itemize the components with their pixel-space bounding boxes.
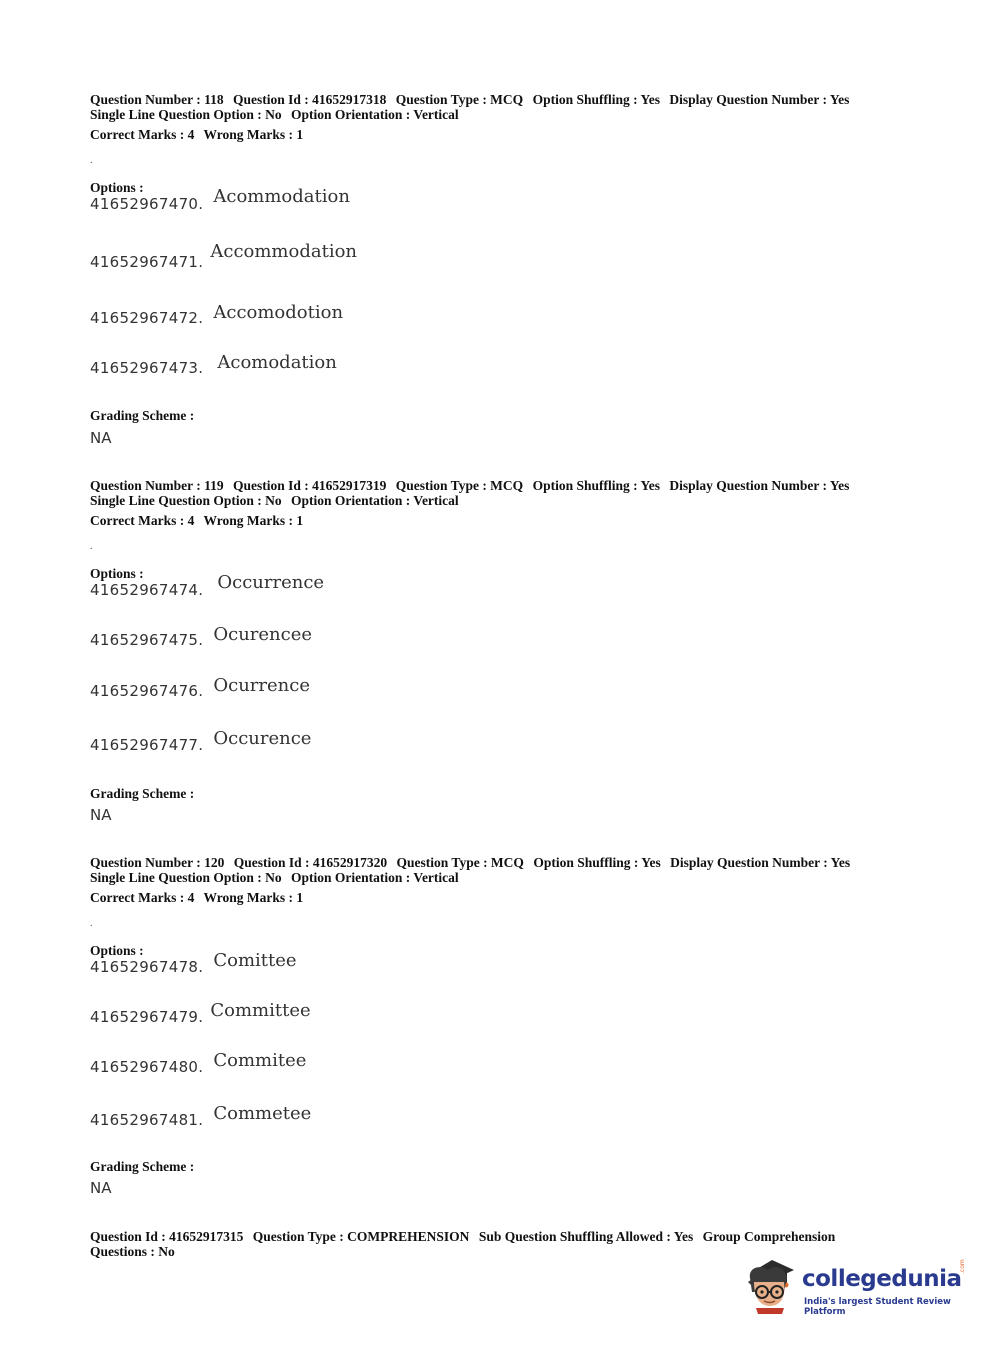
question-stem-placeholder: . (90, 918, 93, 929)
single-line-option: Single Line Question Option : No (90, 493, 282, 508)
grading-scheme-value: NA (90, 429, 112, 447)
grading-scheme-label: Grading Scheme : (90, 408, 195, 423)
comprehension-meta-line2: Questions : No (90, 1244, 175, 1259)
option-id: 41652967473. (90, 359, 204, 377)
correct-marks: Correct Marks : 4 (90, 513, 195, 528)
question-number: Question Number : 120 (90, 855, 225, 870)
comprehension-question-type: Question Type : COMPREHENSION (252, 1229, 470, 1244)
option-text: Occurrence (217, 572, 325, 593)
option-id: 41652967474. (90, 581, 204, 599)
question-number: Question Number : 118 (90, 92, 224, 107)
options-label: Options : (90, 566, 144, 581)
option-text: Occurence (213, 728, 312, 749)
option-item[interactable] (90, 1050, 307, 1076)
option-shuffling: Option Shuffling : Yes (532, 478, 660, 493)
question-type: Question Type : MCQ (395, 478, 524, 493)
question-id: Question Id : 41652917320 (233, 855, 388, 870)
correct-marks: Correct Marks : 4 (90, 127, 195, 142)
option-id: 41652967471. (90, 253, 204, 271)
question-meta-line2 (90, 870, 920, 885)
option-text: Commitee (213, 1050, 307, 1071)
option-id: 41652967478. (90, 958, 204, 976)
logo-tagline: India's largest Student Review Platform (804, 1297, 951, 1317)
options-label: Options : (90, 180, 144, 195)
question-number: Question Number : 119 (90, 478, 224, 493)
option-id: 41652967477. (90, 736, 204, 754)
option-shuffling: Option Shuffling : Yes (533, 855, 661, 870)
single-line-option: Single Line Question Option : No (90, 870, 282, 885)
question-meta-line2 (90, 107, 920, 122)
option-item[interactable] (90, 302, 344, 327)
marks-line (90, 890, 920, 905)
option-shuffling: Option Shuffling : Yes (532, 92, 660, 107)
option-item[interactable] (90, 1103, 312, 1129)
option-orientation: Option Orientation : Vertical (291, 870, 459, 885)
comprehension-question-id: Question Id : 41652917315 (90, 1229, 244, 1244)
option-item[interactable] (90, 1000, 311, 1026)
student-mascot-icon (742, 1252, 800, 1314)
grading-scheme-label: Grading Scheme : (90, 786, 195, 801)
options-label: Options : (90, 943, 144, 958)
marks-line (90, 127, 920, 142)
collegedunia-logo[interactable] (742, 1250, 972, 1320)
logo-wordmark: collegedunia (802, 1266, 962, 1292)
correct-marks: Correct Marks : 4 (90, 890, 195, 905)
option-text: Accomodotion (213, 302, 344, 323)
single-line-option: Single Line Question Option : No (90, 107, 282, 122)
option-orientation: Option Orientation : Vertical (291, 107, 459, 122)
display-question-number: Display Question Number : Yes (670, 855, 851, 870)
question-meta-line2 (90, 493, 920, 508)
comprehension-meta-line1 (90, 1229, 910, 1244)
option-id: 41652967472. (90, 309, 204, 327)
question-block-118 (90, 92, 920, 447)
option-id: 41652967476. (90, 682, 204, 700)
question-type: Question Type : MCQ (396, 855, 524, 870)
option-text: Ocurencee (213, 624, 313, 645)
option-id: 41652967481. (90, 1111, 204, 1129)
question-meta-line1 (90, 855, 920, 870)
option-text: Commetee (213, 1103, 312, 1124)
display-question-number: Display Question Number : Yes (669, 92, 850, 107)
option-item[interactable] (90, 675, 310, 700)
grading-scheme-label: Grading Scheme : (90, 1159, 195, 1174)
wrong-marks: Wrong Marks : 1 (203, 890, 304, 905)
question-id: Question Id : 41652917319 (233, 478, 387, 493)
option-id: 41652967475. (90, 631, 204, 649)
grading-scheme-value: NA (90, 806, 112, 824)
option-text: Acomodation (217, 352, 337, 373)
option-id: 41652967470. (90, 195, 204, 213)
option-item[interactable] (90, 624, 313, 649)
option-text: Ocurrence (213, 675, 310, 696)
option-orientation: Option Orientation : Vertical (291, 493, 459, 508)
question-meta-line1 (90, 92, 920, 107)
question-stem-placeholder: . (90, 155, 93, 166)
question-block-120 (90, 855, 920, 1197)
question-type: Question Type : MCQ (395, 92, 524, 107)
option-text: Acommodation (213, 186, 350, 207)
logo-suffix: .com (959, 1259, 966, 1274)
option-text: Comittee (213, 950, 297, 971)
question-meta-line1 (90, 478, 920, 493)
question-id: Question Id : 41652917318 (233, 92, 387, 107)
grading-scheme-value: NA (90, 1179, 112, 1197)
marks-line (90, 513, 920, 528)
question-stem-placeholder: . (90, 541, 93, 552)
option-item[interactable] (90, 241, 358, 271)
option-item[interactable] (90, 352, 337, 377)
option-text: Accommodation (210, 241, 358, 262)
option-item[interactable] (90, 728, 312, 754)
option-id: 41652967479. (90, 1008, 204, 1026)
option-text: Committee (210, 1000, 311, 1021)
sub-question-shuffling: Sub Question Shuffling Allowed : Yes (478, 1229, 694, 1244)
option-id: 41652967480. (90, 1058, 204, 1076)
group-comprehension: Group Comprehension (702, 1229, 836, 1244)
display-question-number: Display Question Number : Yes (669, 478, 850, 493)
wrong-marks: Wrong Marks : 1 (203, 127, 304, 142)
question-block-119 (90, 478, 920, 824)
wrong-marks: Wrong Marks : 1 (203, 513, 304, 528)
